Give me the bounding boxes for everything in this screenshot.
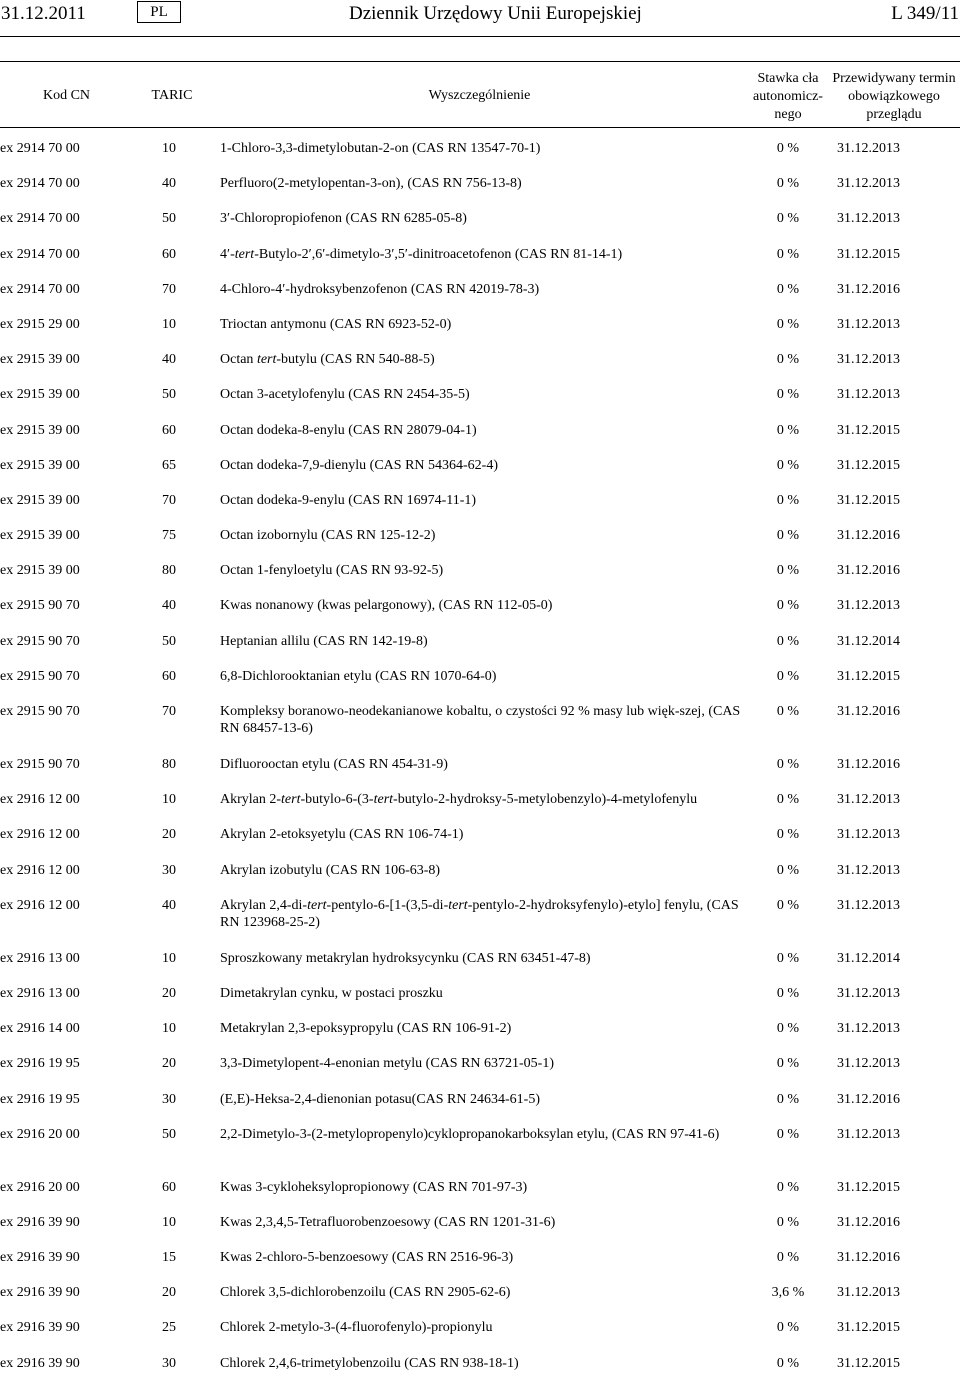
review-date: 31.12.2013 [837, 1285, 900, 1301]
table-row [0, 374, 960, 409]
duty-rate: 0 % [776, 668, 800, 684]
table-row [0, 1079, 960, 1114]
review-date: 31.12.2016 [837, 704, 900, 719]
duty-rate: 0 % [776, 757, 800, 772]
table-row [0, 1167, 960, 1202]
review-date: 31.12.2015 [837, 422, 900, 438]
description: Dimetakrylan cynku, w postaci proszku [220, 985, 443, 1001]
taric-code: 80 [162, 757, 176, 772]
cn-code: ex 2915 39 00 [0, 528, 80, 544]
description: Octan izobornylu (CAS RN 125-12-2) [220, 528, 436, 544]
duty-rate: 0 % [776, 387, 800, 403]
cn-code: ex 2915 39 00 [0, 387, 80, 403]
review-date: 31.12.2013 [837, 316, 900, 332]
review-date: 31.12.2013 [837, 598, 900, 614]
table-row [0, 339, 960, 374]
review-date: 31.12.2015 [837, 1320, 900, 1336]
review-date: 31.12.2016 [837, 563, 900, 579]
review-date: 31.12.2015 [837, 1179, 900, 1195]
review-date: 31.12.2013 [837, 1021, 900, 1037]
journal-title: Dziennik Urzędowy Unii Europejskiej [349, 3, 642, 24]
review-date: 31.12.2013 [837, 862, 900, 878]
col-header-review [828, 70, 960, 124]
cn-code: ex 2916 19 95 [0, 1091, 80, 1107]
review-date: 31.12.2016 [837, 1250, 900, 1266]
cn-code: ex 2916 39 90 [0, 1320, 80, 1336]
taric-code: 20 [162, 985, 176, 1001]
table-top-rule [0, 61, 960, 62]
taric-code: 30 [162, 862, 176, 878]
taric-code: 40 [162, 598, 176, 614]
table-row [0, 234, 960, 269]
duty-rate: 0 % [776, 457, 800, 473]
taric-code: 80 [162, 563, 176, 579]
table-row [0, 779, 960, 814]
table-row [0, 1202, 960, 1237]
taric-code: 20 [162, 1285, 176, 1301]
taric-code: 70 [162, 281, 176, 297]
col-header-description: Wyszczególnienie [428, 88, 531, 103]
description: Chlorek 2-metylo-3-(4-fluorofenylo)-propionylu [220, 1320, 493, 1336]
description: 4′-tert-Butylo-2′,6′-dimetylo-3′,5′-dinitroacetofenon (CAS RN 81-14-1) [220, 246, 623, 262]
table-row [0, 691, 960, 744]
table-row [0, 128, 960, 163]
taric-code: 30 [162, 1091, 176, 1107]
review-date: 31.12.2014 [837, 633, 900, 649]
description: Sproszkowany metakrylan hydroksycynku (CAS RN 63451-47-8) [220, 950, 591, 966]
table-row [0, 410, 960, 445]
description: 4-Chloro-4′-hydroksybenzofenon (CAS RN 42019-78-3) [220, 281, 540, 297]
description: Kwas 2-chloro-5-benzoesowy (CAS RN 2516-96-3) [220, 1250, 514, 1266]
duty-rate: 0 % [776, 352, 800, 368]
cn-code: ex 2916 39 90 [0, 1214, 80, 1230]
col-header-rate [748, 70, 828, 124]
cn-code: ex 2916 12 00 [0, 897, 80, 913]
duty-rate: 0 % [776, 1320, 800, 1336]
description: Octan tert-butylu (CAS RN 540-88-5) [220, 352, 435, 368]
description: Metakrylan 2,3-epoksypropylu (CAS RN 106-91-2) [220, 1021, 512, 1037]
table-row [0, 163, 960, 198]
description: Akrylan 2-etoksyetylu (CAS RN 106-74-1) [220, 827, 464, 843]
table-row [0, 304, 960, 339]
col-header-review-line2: obowiązkowego [848, 89, 940, 104]
taric-code: 10 [162, 1214, 176, 1230]
cn-code: ex 2915 90 70 [0, 598, 80, 614]
taric-code: 10 [162, 141, 176, 156]
cn-code: ex 2915 39 00 [0, 563, 80, 579]
taric-code: 20 [162, 1056, 176, 1072]
table-row [0, 1343, 960, 1378]
table-row [0, 1272, 960, 1307]
table-row [0, 1237, 960, 1272]
duty-rate: 0 % [776, 1214, 800, 1230]
duty-rate: 0 % [776, 563, 800, 579]
taric-code: 30 [162, 1355, 176, 1371]
language-box: PL [137, 1, 181, 23]
cn-code: ex 2915 90 70 [0, 633, 80, 649]
duty-rate: 0 % [776, 897, 800, 913]
taric-code: 70 [162, 492, 176, 508]
review-date: 31.12.2016 [837, 281, 900, 297]
duty-rate: 0 % [776, 1021, 800, 1037]
page-number: L 349/11 [891, 3, 959, 24]
duty-rate: 0 % [776, 141, 800, 156]
review-date: 31.12.2013 [837, 176, 900, 192]
taric-code: 60 [162, 668, 176, 684]
table-row [0, 744, 960, 779]
duty-rate: 0 % [776, 316, 800, 332]
cn-code: ex 2916 20 00 [0, 1126, 80, 1142]
description: 6,8-Dichlorooktanian etylu (CAS RN 1070-64-0) [220, 668, 497, 684]
duty-rate: 0 % [776, 704, 800, 719]
review-date: 31.12.2013 [837, 352, 900, 368]
taric-code: 50 [162, 633, 176, 649]
duty-rate: 0 % [776, 1091, 800, 1107]
review-date: 31.12.2013 [837, 211, 900, 227]
table-row [0, 1043, 960, 1078]
review-date: 31.12.2013 [837, 897, 900, 913]
col-header-rate-line3: nego [774, 107, 802, 122]
table-row [0, 1114, 960, 1167]
review-date: 31.12.2015 [837, 246, 900, 262]
description: Trioctan antymonu (CAS RN 6923-52-0) [220, 316, 452, 332]
cn-code: ex 2915 39 00 [0, 352, 80, 368]
cn-code: ex 2916 13 00 [0, 950, 80, 966]
cn-code: ex 2916 20 00 [0, 1179, 80, 1195]
review-date: 31.12.2015 [837, 1355, 900, 1371]
col-header-review-line3: przeglądu [866, 107, 922, 122]
duty-rate: 0 % [776, 1250, 800, 1266]
description: Chlorek 3,5-dichlorobenzoilu (CAS RN 2905-62-6) [220, 1285, 511, 1301]
duty-rate: 0 % [776, 1355, 800, 1371]
review-date: 31.12.2013 [837, 387, 900, 403]
cn-code: ex 2914 70 00 [0, 176, 80, 192]
description: 1-Chloro-3,3-dimetylobutan-2-on (CAS RN 13547-70-1) [220, 141, 541, 156]
col-header-taric: TARIC [151, 88, 193, 103]
taric-code: 10 [162, 950, 176, 966]
description: 3,3-Dimetylopent-4-enonian metylu (CAS RN 63721-05-1) [220, 1056, 555, 1072]
taric-code: 60 [162, 422, 176, 438]
review-date: 31.12.2016 [837, 757, 900, 772]
duty-rate: 0 % [776, 1179, 800, 1195]
cn-code: ex 2914 70 00 [0, 281, 80, 297]
description: Kwas 3-cykloheksylopropionowy (CAS RN 701-97-3) [220, 1179, 528, 1195]
duty-rate: 0 % [776, 246, 800, 262]
taric-code: 50 [162, 387, 176, 403]
description: Chlorek 2,4,6-trimetylobenzoilu (CAS RN 938-18-1) [220, 1355, 519, 1371]
cn-code: ex 2916 14 00 [0, 1021, 80, 1037]
cn-code: ex 2914 70 00 [0, 246, 80, 262]
description: Kwas nonanowy (kwas pelargonowy), (CAS RN 112-05-0) [220, 598, 553, 614]
taric-code: 70 [162, 704, 176, 719]
description: Octan 1-fenyloetylu (CAS RN 93-92-5) [220, 563, 444, 579]
taric-code: 50 [162, 1126, 176, 1142]
duty-rate: 0 % [776, 633, 800, 649]
table-row [0, 550, 960, 585]
duty-rate: 0 % [776, 492, 800, 508]
cn-code: ex 2916 13 00 [0, 985, 80, 1001]
duty-rate: 0 % [776, 862, 800, 878]
description: (E,E)-Heksa-2,4-dienonian potasu(CAS RN 24634-61-5) [220, 1091, 540, 1107]
table-row [0, 585, 960, 620]
table-row [0, 621, 960, 656]
description: Akrylan izobutylu (CAS RN 106-63-8) [220, 862, 441, 878]
cn-code: ex 2915 90 70 [0, 668, 80, 684]
review-date: 31.12.2013 [837, 1056, 900, 1072]
col-header-rate-line2: autonomicz- [753, 89, 823, 104]
table-row [0, 1008, 960, 1043]
tariff-table [0, 128, 960, 1378]
table-row [0, 850, 960, 885]
taric-code: 75 [162, 528, 176, 544]
table-row [0, 885, 960, 938]
description: Octan dodeka-9-enylu (CAS RN 16974-11-1) [220, 492, 477, 508]
taric-code: 10 [162, 1021, 176, 1037]
taric-code: 10 [162, 316, 176, 332]
table-row [0, 814, 960, 849]
header-date: 31.12.2011 [1, 3, 86, 24]
taric-code: 40 [162, 176, 176, 192]
taric-code: 50 [162, 211, 176, 227]
review-date: 31.12.2013 [837, 141, 900, 156]
cn-code: ex 2916 39 90 [0, 1250, 80, 1266]
table-row [0, 973, 960, 1008]
taric-code: 15 [162, 1250, 176, 1266]
cn-code: ex 2914 70 00 [0, 141, 80, 156]
cn-code: ex 2916 19 95 [0, 1056, 80, 1072]
review-date: 31.12.2016 [837, 528, 900, 544]
cn-code: ex 2916 12 00 [0, 862, 80, 878]
cn-code: ex 2915 90 70 [0, 757, 80, 772]
page-header [0, 0, 960, 30]
description: Perfluoro(2-metylopentan-3-on), (CAS RN 756-13-8) [220, 176, 522, 192]
taric-code: 40 [162, 897, 176, 913]
cn-code: ex 2916 12 00 [0, 792, 80, 808]
duty-rate: 0 % [776, 827, 800, 843]
description: Kompleksy boranowo-neodekanianowe kobaltu, o czystości 92 % masy lub więk-szej, (CAS RN 68457-13-6) [220, 704, 741, 736]
header-rule [0, 36, 960, 37]
taric-code: 40 [162, 352, 176, 368]
table-row [0, 515, 960, 550]
review-date: 31.12.2013 [837, 827, 900, 843]
duty-rate: 0 % [776, 950, 800, 966]
table-row [0, 938, 960, 973]
col-header-review-line1: Przewidywany termin [832, 71, 956, 86]
description: 3′-Chloropropiofenon (CAS RN 6285-05-8) [220, 211, 467, 227]
taric-code: 25 [162, 1320, 176, 1336]
description: 2,2-Dimetylo-3-(2-metylopropenylo)cyklopropanokarboksylan etylu, (CAS RN 97-41-6) [220, 1126, 720, 1142]
table-row [0, 445, 960, 480]
description: Akrylan 2-tert-butylo-6-(3-tert-butylo-2-hydroksy-5-metylobenzylo)-4-metylofenylu [220, 792, 698, 808]
taric-code: 65 [162, 457, 176, 473]
description: Difluorooctan etylu (CAS RN 454-31-9) [220, 757, 448, 772]
review-date: 31.12.2016 [837, 1091, 900, 1107]
cn-code: ex 2915 39 00 [0, 422, 80, 438]
cn-code: ex 2915 29 00 [0, 316, 80, 332]
cn-code: ex 2916 39 90 [0, 1355, 80, 1371]
duty-rate: 0 % [776, 792, 800, 808]
duty-rate: 0 % [776, 422, 800, 438]
description: Octan 3-acetylofenylu (CAS RN 2454-35-5) [220, 387, 470, 403]
review-date: 31.12.2014 [837, 950, 900, 966]
col-header-cn: Kod CN [42, 88, 91, 103]
review-date: 31.12.2013 [837, 1126, 900, 1142]
cn-code: ex 2916 12 00 [0, 827, 80, 843]
taric-code: 20 [162, 827, 176, 843]
description: Kwas 2,3,4,5-Tetrafluorobenzoesowy (CAS RN 1201-31-6) [220, 1214, 556, 1230]
duty-rate: 0 % [776, 598, 800, 614]
review-date: 31.12.2013 [837, 792, 900, 808]
table-row [0, 480, 960, 515]
description: Octan dodeka-7,9-dienylu (CAS RN 54364-62-4) [220, 457, 499, 473]
table-row [0, 656, 960, 691]
taric-code: 10 [162, 792, 176, 808]
duty-rate: 0 % [776, 176, 800, 192]
duty-rate: 0 % [776, 985, 800, 1001]
cn-code: ex 2915 39 00 [0, 457, 80, 473]
taric-code: 60 [162, 1179, 176, 1195]
description: Octan dodeka-8-enylu (CAS RN 28079-04-1) [220, 422, 477, 438]
review-date: 31.12.2013 [837, 985, 900, 1001]
cn-code: ex 2915 39 00 [0, 492, 80, 508]
table-row [0, 269, 960, 304]
cn-code: ex 2914 70 00 [0, 211, 80, 227]
description: Heptanian allilu (CAS RN 142-19-8) [220, 633, 428, 649]
review-date: 31.12.2015 [837, 668, 900, 684]
cn-code: ex 2915 90 70 [0, 704, 80, 719]
taric-code: 60 [162, 246, 176, 262]
review-date: 31.12.2015 [837, 492, 900, 508]
table-row [0, 1307, 960, 1342]
duty-rate: 0 % [776, 528, 800, 544]
review-date: 31.12.2015 [837, 457, 900, 473]
review-date: 31.12.2016 [837, 1214, 900, 1230]
duty-rate: 0 % [776, 1126, 800, 1142]
duty-rate: 0 % [776, 281, 800, 297]
table-row [0, 198, 960, 233]
duty-rate: 0 % [776, 211, 800, 227]
duty-rate: 0 % [776, 1056, 800, 1072]
col-header-rate-line1: Stawka cła [757, 71, 819, 86]
description: Akrylan 2,4-di-tert-pentylo-6-[1-(3,5-di-tert-pentylo-2-hydroksyfenylo)-etylo] fenylu, (CAS RN 123968-25-2) [220, 897, 739, 930]
cn-code: ex 2916 39 90 [0, 1285, 80, 1301]
duty-rate: 3,6 % [771, 1285, 805, 1301]
